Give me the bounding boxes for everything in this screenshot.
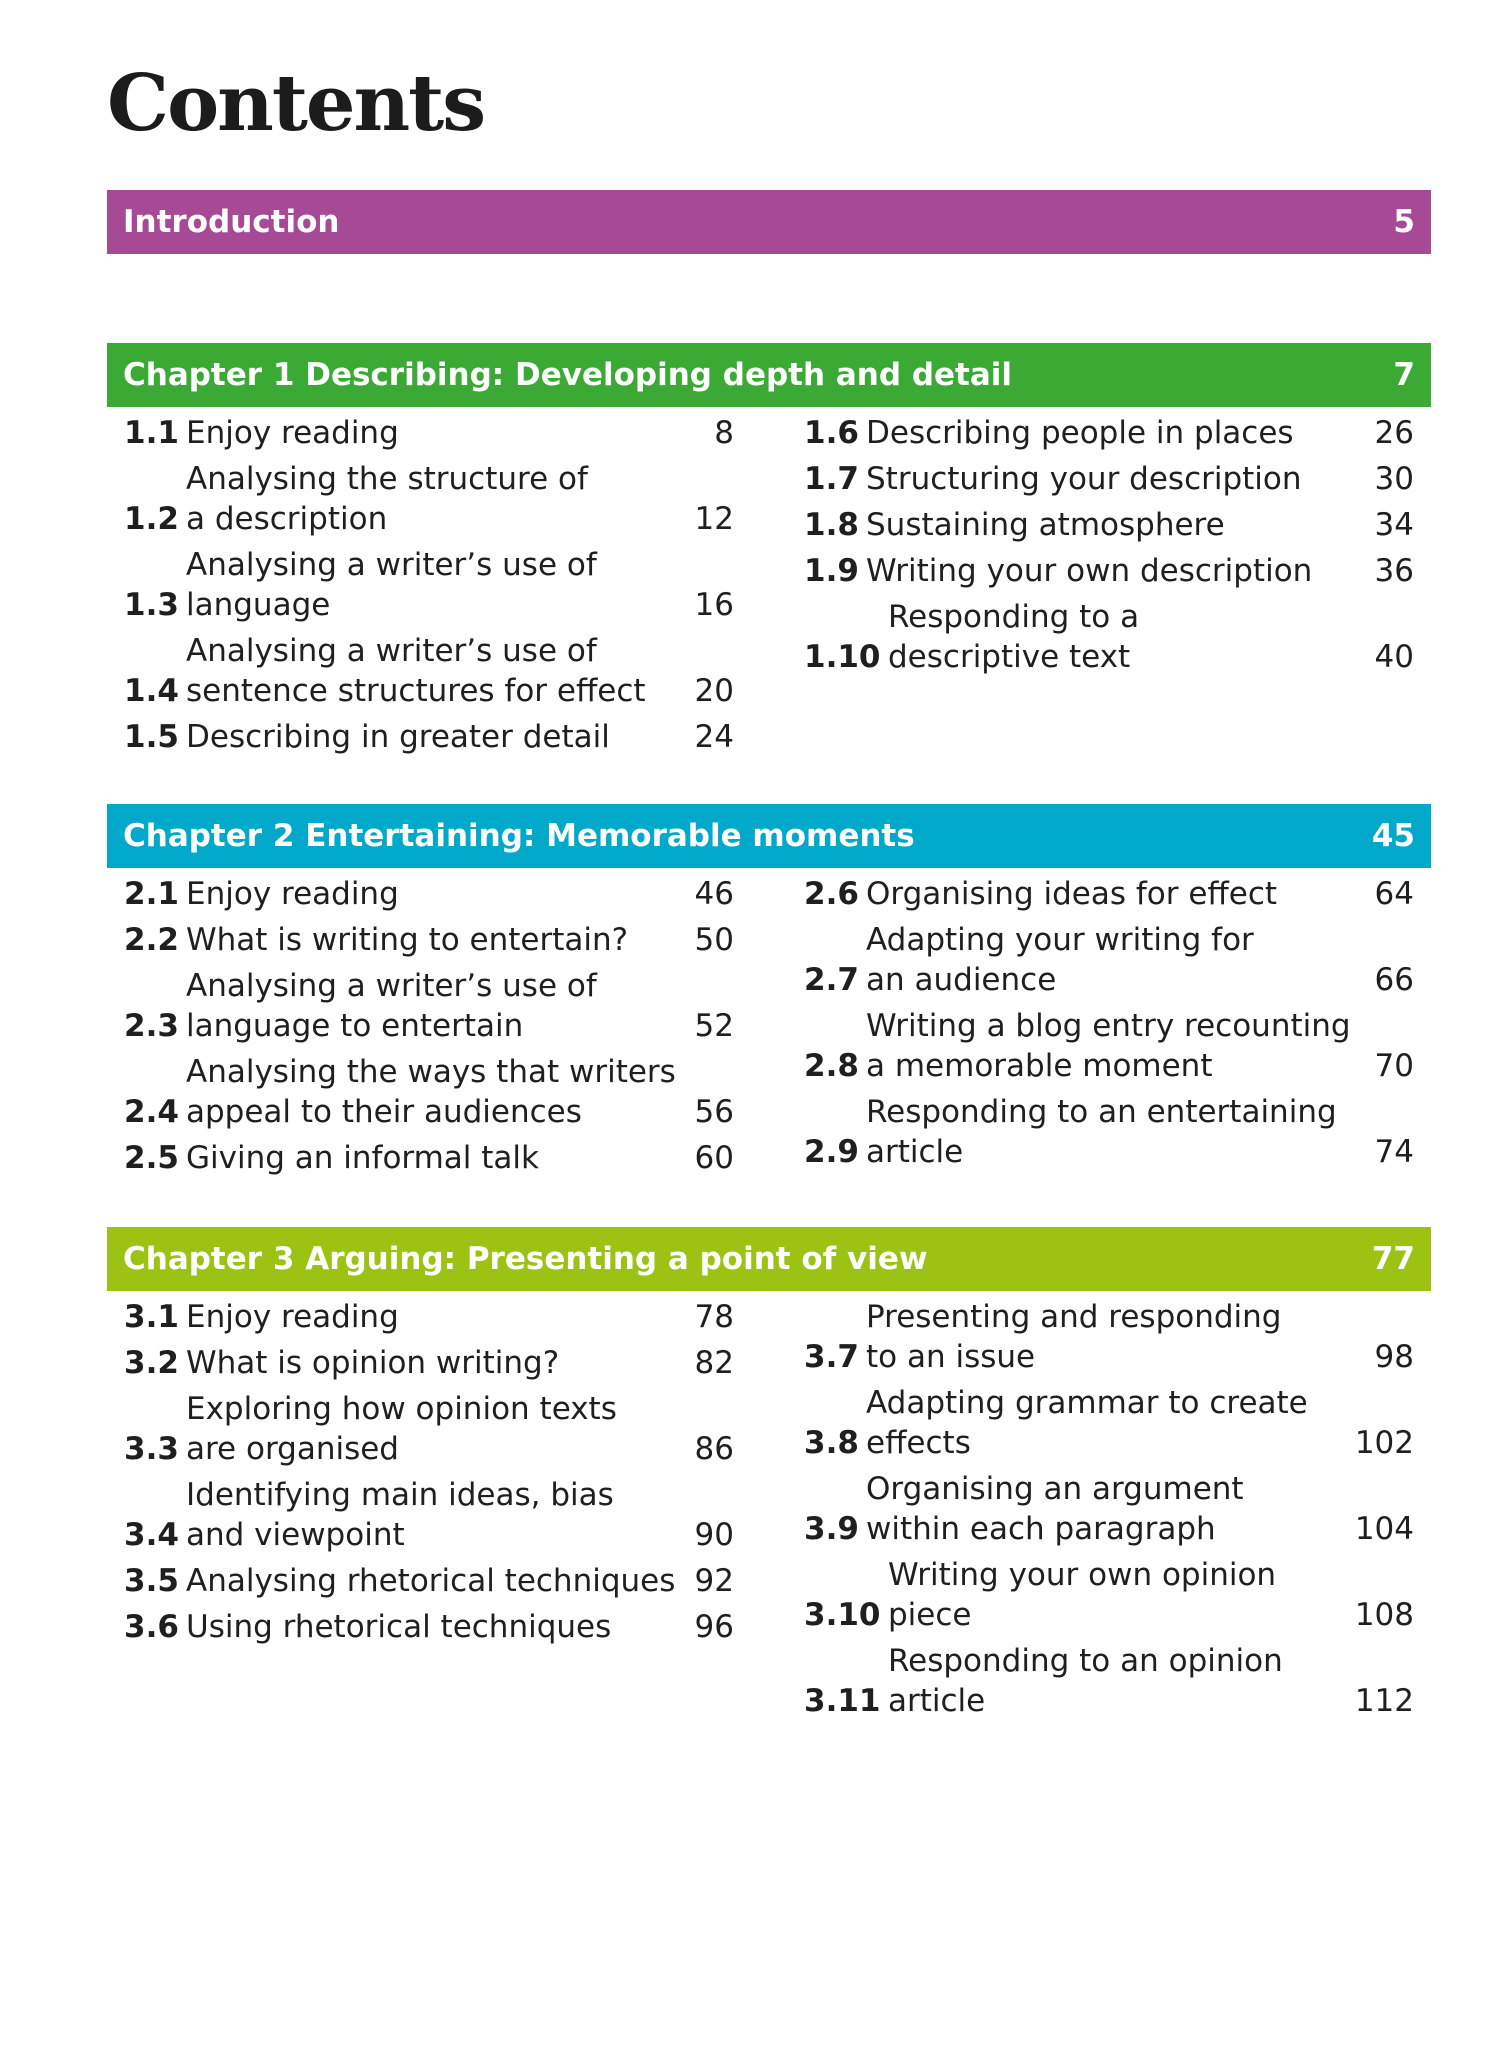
section-number: 1.10 <box>804 639 881 675</box>
page-number: 90 <box>694 1517 734 1553</box>
toc-entry[interactable] <box>804 1555 1414 1635</box>
section-number: 3.9 <box>804 1511 859 1547</box>
chapter-3-bar[interactable] <box>107 1227 1431 1291</box>
page-number: 74 <box>1374 1134 1414 1170</box>
page-number: 34 <box>1374 507 1414 543</box>
section-number: 2.7 <box>804 962 859 998</box>
section-number: 1.4 <box>124 673 179 709</box>
toc-entry[interactable] <box>804 459 1414 499</box>
section-number: 2.4 <box>124 1094 179 1130</box>
chapter-1-left-column <box>124 413 734 757</box>
toc-entry[interactable] <box>124 966 734 1046</box>
toc-entry[interactable] <box>124 459 734 539</box>
section-number: 3.6 <box>124 1609 179 1645</box>
chapter-title: Chapter 1 Describing: Developing depth and detail <box>123 357 1013 393</box>
section-number: 3.10 <box>804 1597 881 1633</box>
page-number: 26 <box>1374 415 1414 451</box>
toc-entry[interactable] <box>124 1343 734 1383</box>
introduction-bar[interactable] <box>107 190 1431 254</box>
section-title: Analysing a writer’s use of language <box>186 547 597 623</box>
chapter-page: 45 <box>1371 818 1415 854</box>
chapter-2-left-column <box>124 874 734 1178</box>
section-number: 2.1 <box>124 876 179 912</box>
section-title: Analysing the structure of a description <box>186 461 588 537</box>
page-number: 98 <box>1374 1339 1414 1375</box>
section-title: Analysing a writer’s use of language to entertain <box>186 968 597 1044</box>
chapter-title: Chapter 2 Entertaining: Memorable moments <box>123 818 915 854</box>
page-number: 64 <box>1374 876 1414 912</box>
section-number: 3.4 <box>124 1517 179 1553</box>
section-number: 2.2 <box>124 922 179 958</box>
page-number: 36 <box>1374 553 1414 589</box>
section-title: Responding to an opinion article <box>888 1643 1283 1719</box>
section-title: Organising an argument within each paragraph <box>866 1471 1244 1547</box>
toc-entry[interactable] <box>124 631 734 711</box>
page-number: 40 <box>1374 639 1414 675</box>
section-title: Adapting your writing for an audience <box>866 922 1254 998</box>
page-number: 102 <box>1354 1425 1414 1461</box>
section-title: What is writing to entertain? <box>186 922 629 958</box>
toc-entry[interactable] <box>124 413 734 453</box>
toc-entry[interactable] <box>804 505 1414 545</box>
page-number: 12 <box>694 501 734 537</box>
toc-entry[interactable] <box>124 874 734 914</box>
page-number: 56 <box>694 1094 734 1130</box>
section-number: 2.3 <box>124 1008 179 1044</box>
page-number: 82 <box>694 1345 734 1381</box>
page-number: 60 <box>694 1140 734 1176</box>
section-number: 3.5 <box>124 1563 179 1599</box>
section-title: Adapting grammar to create effects <box>866 1385 1308 1461</box>
section-title: Structuring your description <box>866 461 1302 497</box>
toc-entry[interactable] <box>804 1641 1414 1721</box>
chapter-3-right-column <box>804 1297 1414 1721</box>
page-number: 70 <box>1374 1048 1414 1084</box>
section-title: Writing a blog entry recounting a memorable moment <box>866 1008 1351 1084</box>
toc-entry[interactable] <box>804 1092 1414 1172</box>
introduction-page: 5 <box>1393 204 1415 240</box>
introduction-label: Introduction <box>123 204 340 240</box>
page-number: 20 <box>694 673 734 709</box>
chapter-page: 77 <box>1371 1241 1415 1277</box>
page-number: 78 <box>694 1299 734 1335</box>
page-number: 104 <box>1354 1511 1414 1547</box>
section-number: 3.1 <box>124 1299 179 1335</box>
section-title: Identifying main ideas, bias and viewpoint <box>186 1477 614 1553</box>
page-number: 46 <box>694 876 734 912</box>
toc-entry[interactable] <box>124 1052 734 1132</box>
toc-entry[interactable] <box>124 1389 734 1469</box>
page-number: 16 <box>694 587 734 623</box>
toc-entry[interactable] <box>124 1297 734 1337</box>
page-number: 96 <box>694 1609 734 1645</box>
toc-entry[interactable] <box>124 1607 734 1647</box>
chapter-1-right-column <box>804 413 1414 677</box>
section-title: Enjoy reading <box>186 1299 399 1335</box>
section-number: 3.7 <box>804 1339 859 1375</box>
section-title: Describing in greater detail <box>186 719 610 755</box>
toc-entry[interactable] <box>804 1469 1414 1549</box>
section-title: Responding to an entertaining article <box>866 1094 1337 1170</box>
section-number: 2.9 <box>804 1134 859 1170</box>
toc-entry[interactable] <box>804 874 1414 914</box>
section-number: 2.5 <box>124 1140 179 1176</box>
section-number: 3.8 <box>804 1425 859 1461</box>
chapter-page: 7 <box>1393 357 1415 393</box>
section-number: 1.1 <box>124 415 179 451</box>
section-title: Describing people in places <box>866 415 1294 451</box>
toc-entry[interactable] <box>804 551 1414 591</box>
chapter-1-bar[interactable] <box>107 343 1431 407</box>
page-number: 8 <box>714 415 734 451</box>
chapter-2-bar[interactable] <box>107 804 1431 868</box>
section-number: 1.2 <box>124 501 179 537</box>
page-number: 30 <box>1374 461 1414 497</box>
section-title: Organising ideas for effect <box>866 876 1278 912</box>
section-title: Analysing a writer’s use of sentence structures for effect <box>186 633 646 709</box>
section-number: 1.9 <box>804 553 859 589</box>
section-title: Using rhetorical techniques <box>186 1609 612 1645</box>
toc-entry[interactable] <box>804 1383 1414 1463</box>
section-title: Exploring how opinion texts are organised <box>186 1391 617 1467</box>
page-number: 24 <box>694 719 734 755</box>
toc-entry[interactable] <box>124 1561 734 1601</box>
toc-entry[interactable] <box>124 717 734 757</box>
section-title: Responding to a descriptive text <box>888 599 1140 675</box>
toc-entry[interactable] <box>804 413 1414 453</box>
page-number: 50 <box>694 922 734 958</box>
page-number: 66 <box>1374 962 1414 998</box>
section-title: Analysing the ways that writers appeal to their audiences <box>186 1054 676 1130</box>
page-number: 112 <box>1354 1683 1414 1719</box>
section-title: Presenting and responding to an issue <box>866 1299 1282 1375</box>
chapter-2-right-column <box>804 874 1414 1172</box>
chapter-3-left-column <box>124 1297 734 1647</box>
section-title: Enjoy reading <box>186 415 399 451</box>
section-number: 1.5 <box>124 719 179 755</box>
page-number: 86 <box>694 1431 734 1467</box>
page-number: 52 <box>694 1008 734 1044</box>
section-number: 3.2 <box>124 1345 179 1381</box>
section-number: 1.3 <box>124 587 179 623</box>
section-title: What is opinion writing? <box>186 1345 560 1381</box>
section-title: Writing your own description <box>866 553 1313 589</box>
section-title: Enjoy reading <box>186 876 399 912</box>
section-title: Giving an informal talk <box>186 1140 539 1176</box>
toc-entry[interactable] <box>124 1138 734 1178</box>
toc-entry[interactable] <box>804 1297 1414 1377</box>
toc-entry[interactable] <box>804 1006 1414 1086</box>
toc-entry[interactable] <box>804 597 1414 677</box>
section-number: 2.6 <box>804 876 859 912</box>
section-number: 3.3 <box>124 1431 179 1467</box>
toc-entry[interactable] <box>124 545 734 625</box>
chapter-title: Chapter 3 Arguing: Presenting a point of view <box>123 1241 928 1277</box>
section-title: Sustaining atmosphere <box>866 507 1225 543</box>
section-title: Writing your own opinion piece <box>888 1557 1277 1633</box>
toc-entry[interactable] <box>124 920 734 960</box>
page-number: 92 <box>694 1563 734 1599</box>
toc-entry[interactable] <box>804 920 1414 1000</box>
page-number: 108 <box>1354 1597 1414 1633</box>
toc-entry[interactable] <box>124 1475 734 1555</box>
section-number: 1.8 <box>804 507 859 543</box>
page-title: Contents <box>107 58 485 149</box>
section-number: 1.6 <box>804 415 859 451</box>
section-number: 2.8 <box>804 1048 859 1084</box>
section-title: Analysing rhetorical techniques <box>186 1563 676 1599</box>
section-number: 1.7 <box>804 461 859 497</box>
section-number: 3.11 <box>804 1683 881 1719</box>
